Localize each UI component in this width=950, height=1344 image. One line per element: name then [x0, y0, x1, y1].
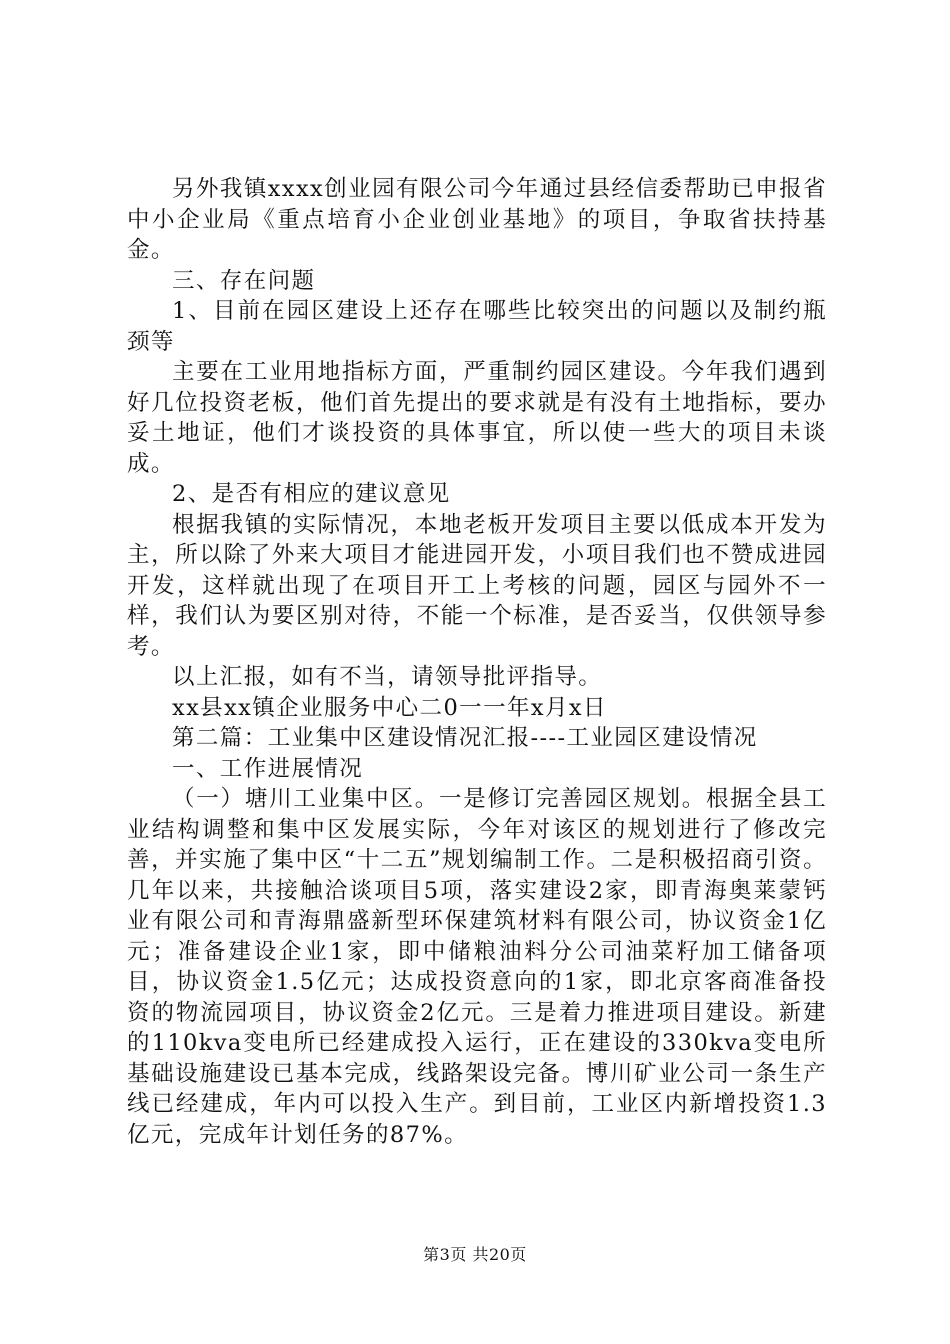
question-1: 1、目前在园区建设上还存在哪些比较突出的问题以及制约瓶颈等	[127, 298, 827, 355]
closing-remark: 以上汇报，如有不当，请领导批评指导。	[172, 664, 603, 690]
answer-1: 主要在工业用地指标方面，严重制约园区建设。今年我们遇到好几位投资老板，他们首先提出的要求就是有没有土地指标，要办妥土地证，他们才谈投资的具体事宜，所以使一些大的项目未谈成。	[127, 359, 827, 477]
paragraph-1: 另外我镇xxxx创业园有限公司今年通过县经信委帮助已申报省中小企业局《重点培育小企业创业基地》的项目，争取省扶持基金。	[127, 176, 827, 263]
section-heading-progress: 一、工作进展情况	[172, 755, 364, 782]
paragraph-tangchuan: （一）塘川工业集中区。一是修订完善园区规划。根据全县工业结构调整和集中区发展实际，今年对该区的规划进行了修改完善，并实施了集中区“十二五”规划编制工作。二是积极招商引资。几年以来，共接触洽谈项目5项，落实建设2家，即青海奥莱蒙钙业有限公司和青海鼎盛新型环保建筑材料有限公司，协议资金1亿元；准备建设企业1家，即中储粮油料分公司油菜籽加工储备项目，协议资金1.5亿元；达成投资意向的1家，即北京客商准备投资的物流园项目，协议资金2亿元。三是着力推进项目建设。新建的110kva变电所已经建成投入运行，正在建设的330kva变电所基础设施建设已基本完成，线路架设完备。博川矿业公司一条生产线已经建成，年内可以投入生产。到目前，工业区内新增投资1.3亿元，完成年计划任务的87%。	[127, 786, 827, 1148]
answer-2: 根据我镇的实际情况，本地老板开发项目主要以低成本开发为主，所以除了外来大项目才能进园开发，小项目我们也不赞成进园开发，这样就出现了在项目开工上考核的问题，园区与园外不一样，我们认为要区别对待，不能一个标准，是否妥当，仅供领导参考。	[127, 511, 827, 660]
chapter-two-title: 第二篇：工业集中区建设情况汇报----工业园区建设情况	[172, 725, 758, 751]
page-footer: 第3页 共20页	[423, 1245, 527, 1264]
signature-date: xx县xx镇企业服务中心二0一一年x月x日	[172, 694, 607, 721]
section-heading-problems: 三、存在问题	[172, 267, 316, 294]
document-body	[127, 174, 827, 1150]
question-2: 2、是否有相应的建议意见	[172, 481, 451, 507]
